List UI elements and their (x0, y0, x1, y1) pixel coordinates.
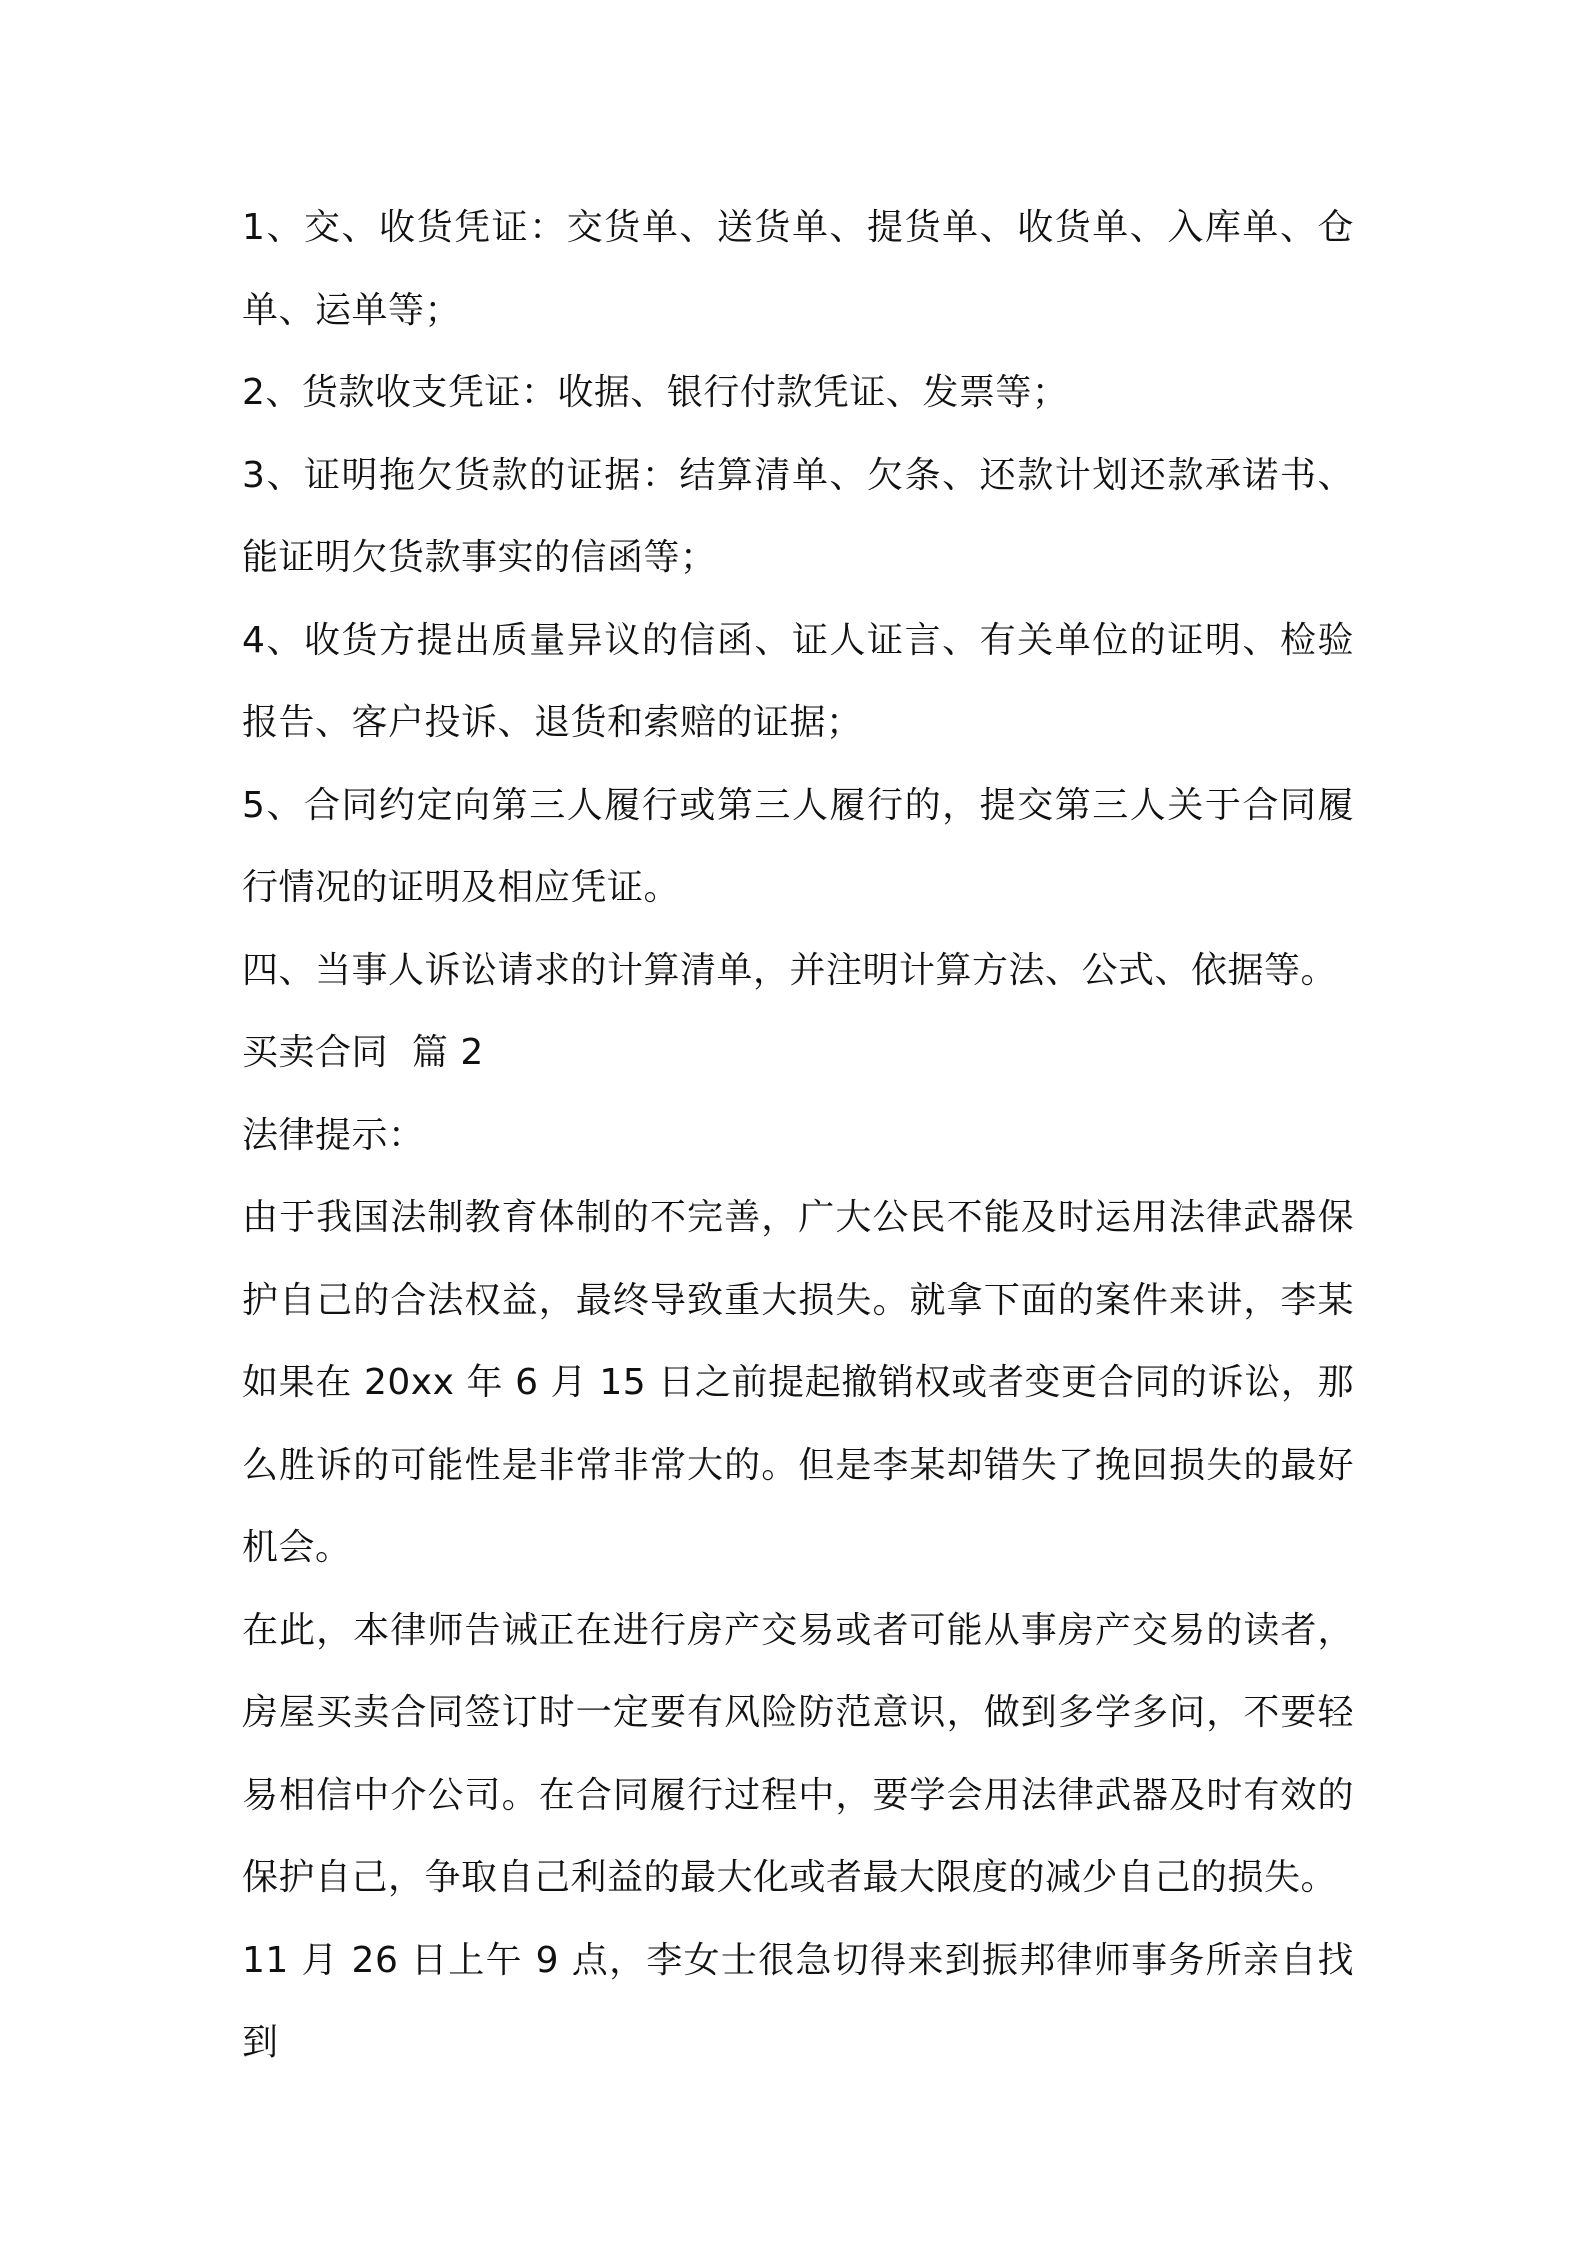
paragraph-third-party-performance: 5、合同约定向第三人履行或第三人履行的，提交第三人关于合同履行情况的证明及相应凭证。 (242, 784, 1354, 908)
paragraph-quality-objection: 4、收货方提出质量异议的信函、证人证言、有关单位的证明、检验报告、客户投诉、退货和索赔的证据； (242, 619, 1354, 743)
paragraph-legal-tip: 由于我国法制教育体制的不完善，广大公民不能及时运用法律武器保护自己的合法权益，最终导致重大损失。就拿下面的案件来讲，李某如果在 20xx 年 6 月 15 日之前提起撤销权或者变更合同的诉讼，那么胜诉的可能性是非常非常大的。但是李某却错失了挽回损失的最好机会。 (242, 1197, 1354, 1568)
paragraph-lawyer-advice: 在此，本律师告诫正在进行房产交易或者可能从事房产交易的读者，房屋买卖合同签订时一定要有风险防范意识，做到多学多问，不要轻易相信中介公司。在合同履行过程中，要学会用法律武器及时有效的保护自己，争取自己利益的最大化或者最大限度的减少自己的损失。 (242, 1609, 1354, 1898)
document-body (242, 187, 1354, 2085)
paragraph-delivery-receipts: 1、交、收货凭证：交货单、送货单、提货单、收货单、入库单、仓单、运单等； (242, 207, 1354, 331)
paragraph-case-start: 11 月 26 日上午 9 点，李女士很急切得来到振邦律师事务所亲自找到 (242, 1939, 1354, 2063)
paragraph-arrears-evidence: 3、证明拖欠货款的证据：结算清单、欠条、还款计划还款承诺书、能证明欠货款事实的信函等； (242, 454, 1354, 578)
paragraph-payment-receipts: 2、货款收支凭证：收据、银行付款凭证、发票等； (242, 372, 1069, 413)
section-heading: 买卖合同 篇 2 (242, 1032, 484, 1073)
paragraph-claim-calculation: 四、当事人诉讼请求的计算清单，并注明计算方法、公式、依据等。 (242, 949, 1338, 991)
legal-tip-label: 法律提示： (242, 1114, 425, 1156)
